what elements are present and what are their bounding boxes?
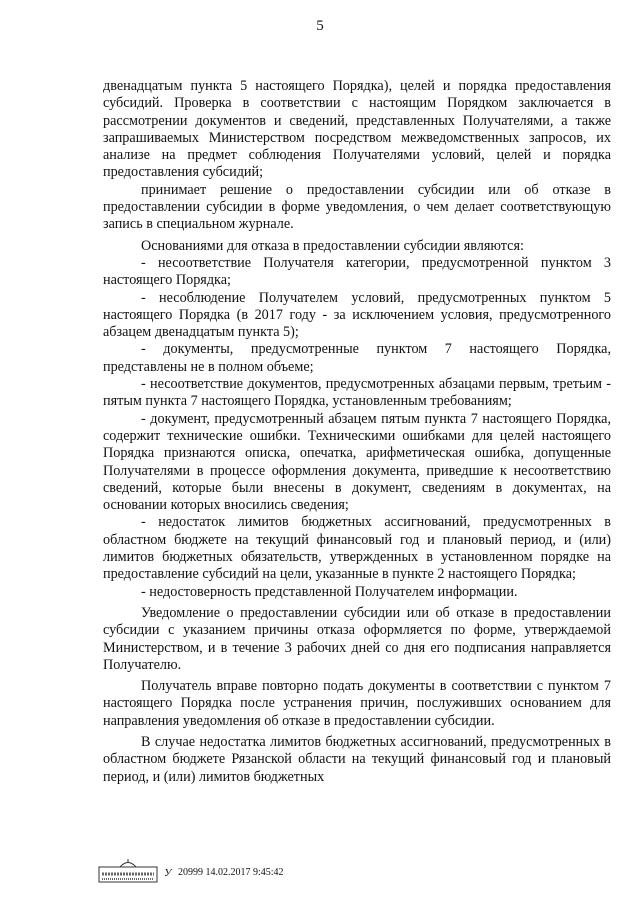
paragraph: двенадцатым пункта 5 настоящего Порядка), целей и порядка предоставления субсидий. Проверка в соответствии с настоящим Порядком заключается в рассмотрении документов и сведений, представленных Получателями, а также запрашиваемых Министерством посредством межведомственных запросов, их анализе на предмет соблюдения Получателями условий, целей и порядка предоставления субсидий; bbox=[103, 78, 611, 181]
paragraph: В случае недостатка лимитов бюджетных ассигнований, предусмотренных в областном бюджете Рязанской области на текущий финансовый год и плановый период, и (или) лимитов бюджетных bbox=[103, 733, 611, 785]
list-item: - недостаток лимитов бюджетных ассигнований, предусмотренных в областном бюджете на текущий финансовый год и плановый период, и (или) лимитов бюджетных обязательств, утвержденных в установленном порядке на предоставление субсидий на цели, указанные в пункте 2 настоящего Порядка; bbox=[103, 514, 611, 583]
paragraph: Уведомление о предоставлении субсидии или об отказе в предоставлении субсидии с указанием причины отказа оформляется по форме, утверждаемой Министерством, и в течение 3 рабочих дней со дня его подписания направляется Получателю. bbox=[103, 604, 611, 673]
list-item: - документ, предусмотренный абзацем пятым пункта 7 настоящего Порядка, содержит технические ошибки. Техническими ошибками для целей настоящего Порядка признаются описка, опечатка, арифметическая ошибка, допущенные Получателями в процессе оформления документа, приведшие к несоответствию сведений, которые были внесены в документ, сведениям в документах, на основании которых вносились сведения; bbox=[103, 410, 611, 514]
list-item: - несоблюдение Получателем условий, предусмотренных пунктом 5 настоящего Порядка (в 2017 году - за исключением условия, предусмотренного абзацем двенадцатым пункта 5); bbox=[103, 289, 611, 341]
paragraph: Основаниями для отказа в предоставлении субсидии являются: bbox=[141, 237, 524, 254]
registry-stamp-icon bbox=[98, 858, 158, 884]
list-item: - документы, предусмотренные пунктом 7 настоящего Порядка, представлены не в полном объеме; bbox=[103, 341, 611, 375]
list-item: - недостоверность представленной Получателем информации. bbox=[141, 583, 518, 600]
page-number: 5 bbox=[316, 18, 324, 34]
document-mark: У bbox=[164, 867, 172, 879]
list-item: - несоответствие Получателя категории, предусмотренной пунктом 3 настоящего Порядка; bbox=[103, 254, 611, 289]
document-registration-number: 20999 14.02.2017 9:45:42 bbox=[178, 867, 284, 878]
document-body bbox=[103, 78, 611, 786]
document-footer bbox=[98, 858, 618, 888]
paragraph: принимает решение о предоставлении субсидии или об отказе в предоставлении субсидии в форме уведомления, о чем делает соответствующую запись в специальном журнале. bbox=[103, 181, 611, 233]
paragraph: Получатель вправе повторно подать документы в соответствии с пунктом 7 настоящего Порядка после устранения причин, послуживших основанием для направления уведомления об отказе в предоставлении субсидии. bbox=[103, 678, 611, 729]
list-item: - несоответствие документов, предусмотренных абзацами первым, третьим - пятым пункта 7 настоящего Порядка, установленным требованиям; bbox=[103, 376, 611, 410]
